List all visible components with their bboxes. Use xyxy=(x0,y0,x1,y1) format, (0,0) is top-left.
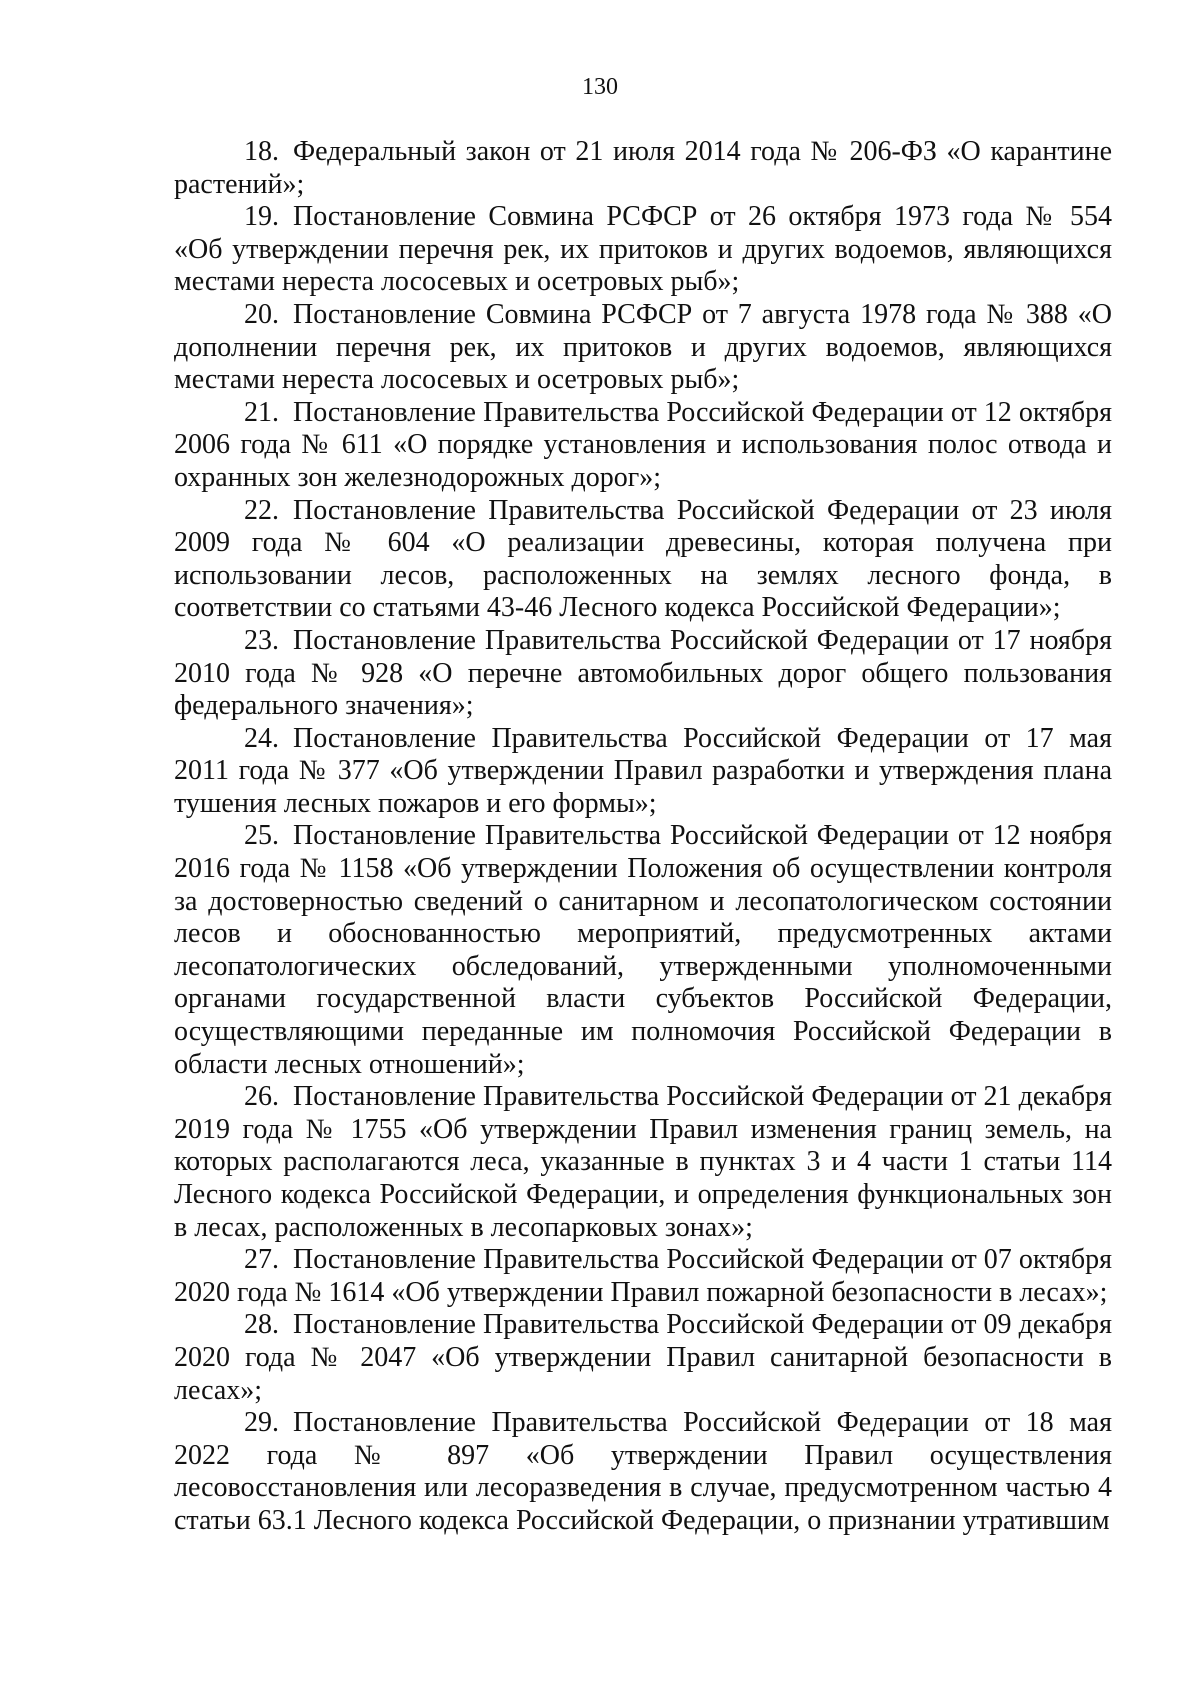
item-text: Постановление Правительства Российской Федерации от 17 ноября 2010 года № 928 «О перечне автомобильных дорог общего пользования федерального значения»; xyxy=(174,624,1112,722)
list-item xyxy=(174,397,1112,495)
item-number: 25. xyxy=(244,820,279,852)
item-text: Постановление Правительства Российской Федерации от 17 мая 2011 года № 377 «Об утверждении Правил разработки и утверждения плана тушения лесных пожаров и его формы»; xyxy=(174,722,1112,819)
item-text: Постановление Правительства Российской Федерации от 21 декабря 2019 года № 1755 «Об утверждении Правил изменения границ земель, на которых располагаются леса, указанные в пунктах 3 и 4 части 1 статьи 114 Лесного кодекса Российской Федерации, и определения функциональных зон в лесах, расположенных в лесопарковых зонах»; xyxy=(174,1081,1112,1243)
item-number: 22. xyxy=(244,494,279,526)
item-number: 18. xyxy=(244,136,279,167)
item-text: Федеральный закон от 21 июля 2014 года № 206-ФЗ «О карантине растений»; xyxy=(174,136,1112,200)
item-number: 27. xyxy=(244,1244,279,1276)
item-text: Постановление Правительства Российской Федерации от 23 июля 2009 года № 604 «О реализации древесины, которая получена при использовании лесов, расположенных на землях лесного фонда, в соответствии со статьями 43-46 Лесного кодекса Российской Федерации»; xyxy=(174,494,1112,624)
item-text: Постановление Правительства Российской Федерации от 12 октября 2006 года № 611 «О порядке установления и использования полос отвода и охранных зон железнодорожных дорог»; xyxy=(174,396,1112,493)
item-number: 26. xyxy=(244,1081,279,1113)
item-number: 23. xyxy=(244,624,279,656)
item-number: 21. xyxy=(244,396,279,428)
item-text: Постановление Правительства Российской Федерации от 09 декабря 2020 года № 2047 «Об утверждении Правил санитарной безопасности в лесах»; xyxy=(174,1309,1112,1406)
list-item xyxy=(174,1081,1112,1244)
list-item xyxy=(174,136,1112,201)
list-item xyxy=(174,820,1112,1081)
list-item xyxy=(174,625,1112,723)
item-number: 29. xyxy=(244,1407,279,1439)
item-number: 28. xyxy=(244,1309,279,1341)
list-item xyxy=(174,201,1112,299)
list-item xyxy=(174,495,1112,625)
item-text: Постановление Правительства Российской Федерации от 07 октября 2020 года № 1614 «Об утверждении Правил пожарной безопасности в лесах»; xyxy=(174,1244,1112,1308)
item-text: Постановление Правительства Российской Федерации от 18 мая 2022 года № 897 «Об утверждении Правил осуществления лесовосстановления или лесоразведения в случае, предусмотренном частью 4 статьи 63.1 Лесного кодекса Российской Федерации, о признании утратившим xyxy=(174,1407,1112,1536)
list-item xyxy=(174,299,1112,397)
list-item xyxy=(174,723,1112,821)
item-text: Постановление Совмина РСФСР от 7 августа 1978 года № 388 «О дополнении перечня рек, их притоков и других водоемов, являющихся местами нереста лососевых и осетровых рыб»; xyxy=(174,298,1112,396)
page-number: 130 xyxy=(582,74,618,100)
document-body xyxy=(174,136,1112,1538)
item-number: 20. xyxy=(244,298,279,330)
list-item xyxy=(174,1244,1112,1309)
item-number: 19. xyxy=(244,201,279,233)
item-number: 24. xyxy=(244,722,279,754)
item-text: Постановление Совмина РСФСР от 26 октября 1973 года № 554 «Об утверждении перечня рек, их притоков и других водоемов, являющихся местами нереста лососевых и осетровых рыб»; xyxy=(174,201,1112,298)
list-item xyxy=(174,1407,1112,1537)
item-text: Постановление Правительства Российской Федерации от 12 ноября 2016 года № 1158 «Об утверждении Положения об осуществлении контроля за достоверностью сведений о санитарном и лесопатологическом состоянии лесов и обоснованностью мероприятий, предусмотренных актами лесопатологических обследований, утвержденными уполномоченными органами государственной власти субъектов Российской Федерации, осуществляющими переданные им полномочия Российской Федерации в области лесных отношений»; xyxy=(174,820,1112,1080)
list-item xyxy=(174,1309,1112,1407)
